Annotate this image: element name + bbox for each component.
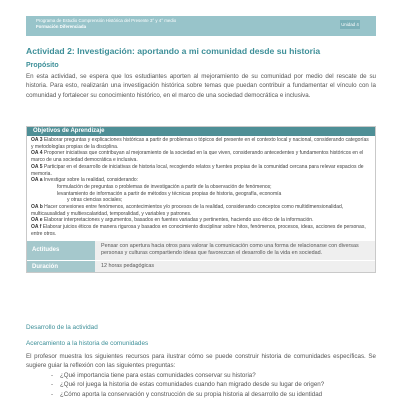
program-name: Programa de Estudio Comprensión Histórica del Presente 3° y 4° medio xyxy=(36,18,177,23)
reflection-questions xyxy=(60,371,375,399)
unit-badge: Unidad 4 xyxy=(341,22,359,27)
list-item: - ¿Qué importancia tiene para estas comunidades conservar su historia? xyxy=(60,371,375,380)
objective-oae: OA e Elaborar interpretaciones y argumentos, basados en fuentes variadas y pertinentes, haciendo uso ético de la información. xyxy=(31,217,314,224)
purpose-text: En esta actividad, se espera que los estudiantes aporten al mejoramiento de su comunidad por medio del rescate de su historia. Para esto, realizarán una investigación histórica sobre temas que puedan contribuir a fundamentar el vínculo con la comunidad y fortalecer su conocimiento histórico, en el marco de una sociedad democrática e inclusiva. xyxy=(26,73,376,99)
objectives-table xyxy=(26,126,376,273)
development-heading: Desarrollo de la actividad xyxy=(26,324,98,331)
objectives-list xyxy=(27,136,375,240)
objective-oaa-item: levantamiento de información a partir de métodos y técnicas propias de historia, geografía, economía xyxy=(57,190,282,197)
purpose-heading: Propósito xyxy=(26,62,59,69)
development-text: El profesor muestra los siguientes recursos para ilustrar cómo se puede construir historia de comunidades específicas. Se sugiere guiar la reflexión con las siguientes preguntas: xyxy=(26,353,376,370)
duration-text: 12 horas pedagógicas xyxy=(95,261,375,273)
attitudes-label: Actitudes xyxy=(27,241,95,260)
development-subheading: Acercamiento a la historia de comunidades xyxy=(26,340,149,347)
duration-label: Duración xyxy=(27,261,95,273)
objective-oaa-item: formulación de preguntas o problemas de investigación a partir de la observación de fenómenos; xyxy=(57,183,272,190)
duration-row xyxy=(27,260,375,273)
objective-oaa: OA a Investigar sobre la realidad, considerando: xyxy=(31,177,139,184)
objective-oab: OA b Hacer conexiones entre fenómenos, acontecimientos y/o procesos de la realidad, considerando conceptos como multidimensionalidad, multicausalidad y multiescalaridad, temporalidad, y variables y patrones. xyxy=(31,204,344,217)
list-item: - ¿Cómo aporta la conservación y construcción de su propia historia al desarrollo de su identidad xyxy=(60,390,375,399)
attitudes-text: Pensar con apertura hacia otros para valorar la comunicación como una forma de relacionarse con diversas personas y culturas compartiendo ideas que favorezcan el desarrollo de la vida en sociedad. xyxy=(95,241,375,260)
objective-oaf: OA f Elaborar juicios éticos de manera rigurosa y basados en conocimiento disciplinar sobre hitos, fenómenos, procesos, ideas, acciones de personas, entre otros. xyxy=(31,224,366,237)
activity-title: Actividad 2: Investigación: aportando a mi comunidad desde su historia xyxy=(26,46,321,56)
formation-type: Formación Diferenciada xyxy=(36,23,87,29)
objectives-heading: Objetivos de Aprendizaje xyxy=(27,127,375,136)
attitudes-row xyxy=(27,240,375,260)
list-item: - ¿Qué rol juega la historia de estas comunidades cuando han migrado desde su lugar de origen? xyxy=(60,380,375,389)
header-text xyxy=(36,18,296,30)
document-header xyxy=(26,16,376,36)
objective-oa4: OA 4 Proponer iniciativas que contribuyan al mejoramiento de la sociedad en la que viven, considerando antecedentes y fundamentos históricos en el marco de una sociedad democrática e inclusiva. xyxy=(31,150,364,164)
objective-oaa-item: y otras ciencias sociales; xyxy=(67,197,123,204)
objective-oa5: OA 5 Participar en el desarrollo de iniciativas de historia local, recogiendo relatos y fuentes propias de la comunidad cercana para relevar espacios de memoria. xyxy=(31,163,364,177)
objective-oa3: OA 3 Elaborar preguntas y explicaciones históricas a partir de problemas o tópicos del presente en el contexto local y nacional, considerando categorías y metodologías propias de la disciplina. xyxy=(31,137,369,150)
